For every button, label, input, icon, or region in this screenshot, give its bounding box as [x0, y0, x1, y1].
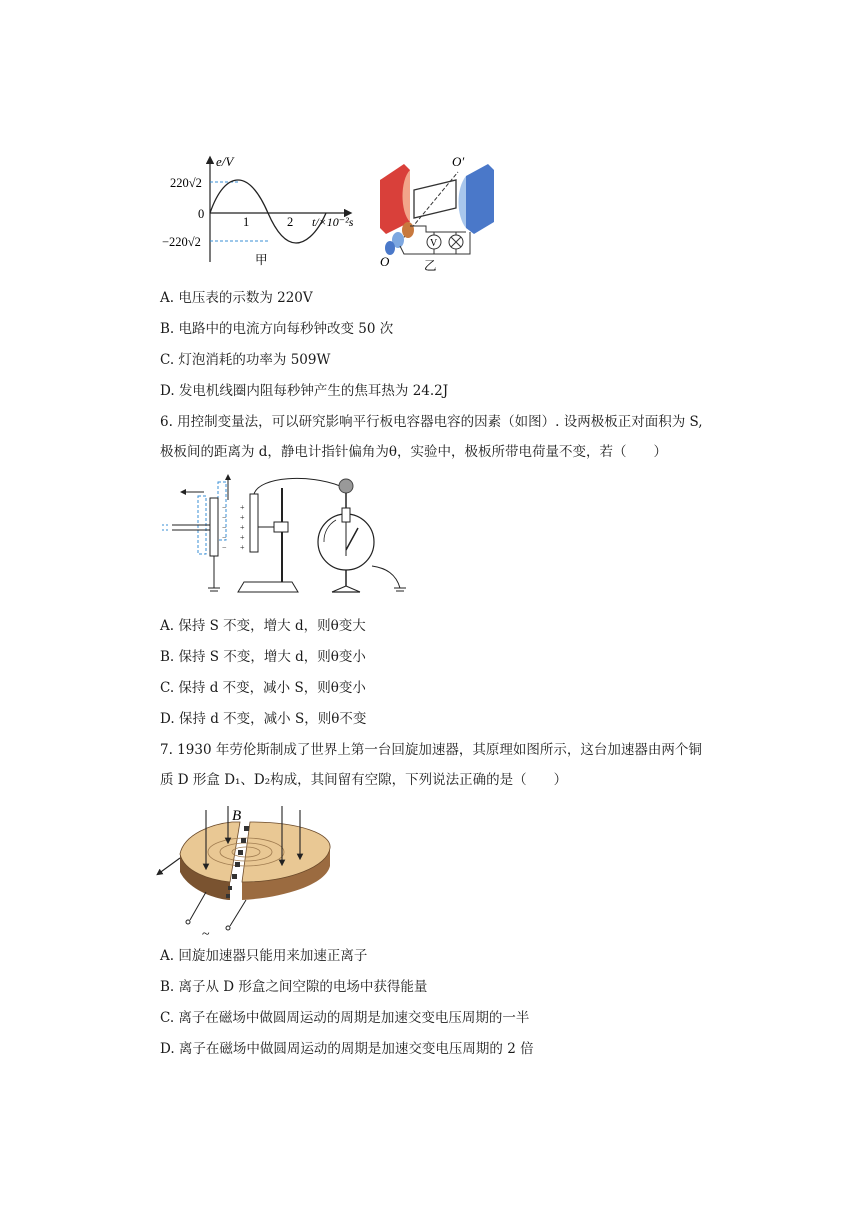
cyclotron-figure: [150, 800, 350, 940]
q5-option-d: D. 发电机线圈内阻每秒钟产生的焦耳热为 24.2J: [160, 383, 449, 399]
q5-option-a: A. 电压表的示数为 220V: [160, 290, 313, 306]
graph-x-axis-label: t/×10⁻²s: [312, 215, 354, 229]
q6-stem-line2: 极板间的距离为 d，静电计指针偏角为θ，实验中，极板所带电荷量不变，若（ ）: [160, 444, 668, 460]
generator-caption: 乙: [424, 259, 437, 272]
svg-text:+: +: [240, 503, 245, 512]
q7-option-d: D. 离子在磁场中做圆周运动的周期是加速交变电压周期的 2 倍: [160, 1041, 534, 1057]
q7-option-c: C. 离子在磁场中做圆周运动的周期是加速交变电压周期的一半: [160, 1010, 530, 1026]
ac-symbol: ~: [202, 927, 210, 940]
svg-text:+: +: [240, 543, 245, 552]
capacitor-figure: [160, 470, 420, 605]
q7-stem-line2: 质 D 形盒 D₁、D₂构成，其间留有空隙，下列说法正确的是（ ）: [160, 772, 568, 788]
svg-text:+: +: [240, 533, 245, 542]
svg-text:+: +: [240, 523, 245, 532]
generator-yi: [370, 150, 510, 272]
graph-x-tick-2: 2: [287, 215, 294, 229]
svg-text:−: −: [222, 523, 227, 532]
q5-option-b: B. 电路中的电流方向每秒钟改变 50 次: [160, 321, 394, 337]
q6-option-b: B. 保持 S 不变，增大 d，则θ变小: [160, 649, 366, 665]
q7-option-a: A. 回旋加速器只能用来加速正离子: [160, 948, 368, 964]
svg-text:−: −: [222, 543, 227, 552]
graph-caption: 甲: [255, 253, 268, 267]
q6-option-d: D. 保持 d 不变，减小 S，则θ不变: [160, 711, 367, 727]
graph-y-axis-label: e/V: [216, 154, 234, 169]
generator-label-top: O′: [452, 154, 465, 169]
field-label-b: B: [232, 808, 242, 824]
svg-text:−: −: [222, 533, 227, 542]
q6-stem-line1: 6. 用控制变量法，可以研究影响平行板电容器电容的因素（如图）. 设两极板正对面积为 S,: [160, 414, 703, 430]
q5-option-c: C. 灯泡消耗的功率为 509W: [160, 352, 331, 368]
svg-text:−: −: [222, 503, 227, 512]
svg-text:−: −: [222, 513, 227, 522]
voltmeter-label: V: [430, 238, 438, 249]
graph-x-tick-1: 1: [243, 215, 250, 229]
graph-zero-label: 0: [198, 207, 205, 221]
q7-option-b: B. 离子从 D 形盒之间空隙的电场中获得能量: [160, 979, 428, 995]
svg-text:+: +: [240, 513, 245, 522]
q7-stem-line1: 7. 1930 年劳伦斯制成了世界上第一台回旋加速器，其原理如图所示，这台加速器由两个铜: [160, 742, 702, 758]
graph-y-bottom-label: −220√2: [162, 235, 201, 249]
q6-option-c: C. 保持 d 不变，减小 S，则θ变小: [160, 680, 366, 696]
q6-option-a: A. 保持 S 不变，增大 d，则θ变大: [160, 618, 366, 634]
graph-jia: [160, 150, 360, 270]
generator-label-bottom: O: [380, 254, 390, 269]
graph-y-top-label: 220√2: [170, 176, 202, 190]
